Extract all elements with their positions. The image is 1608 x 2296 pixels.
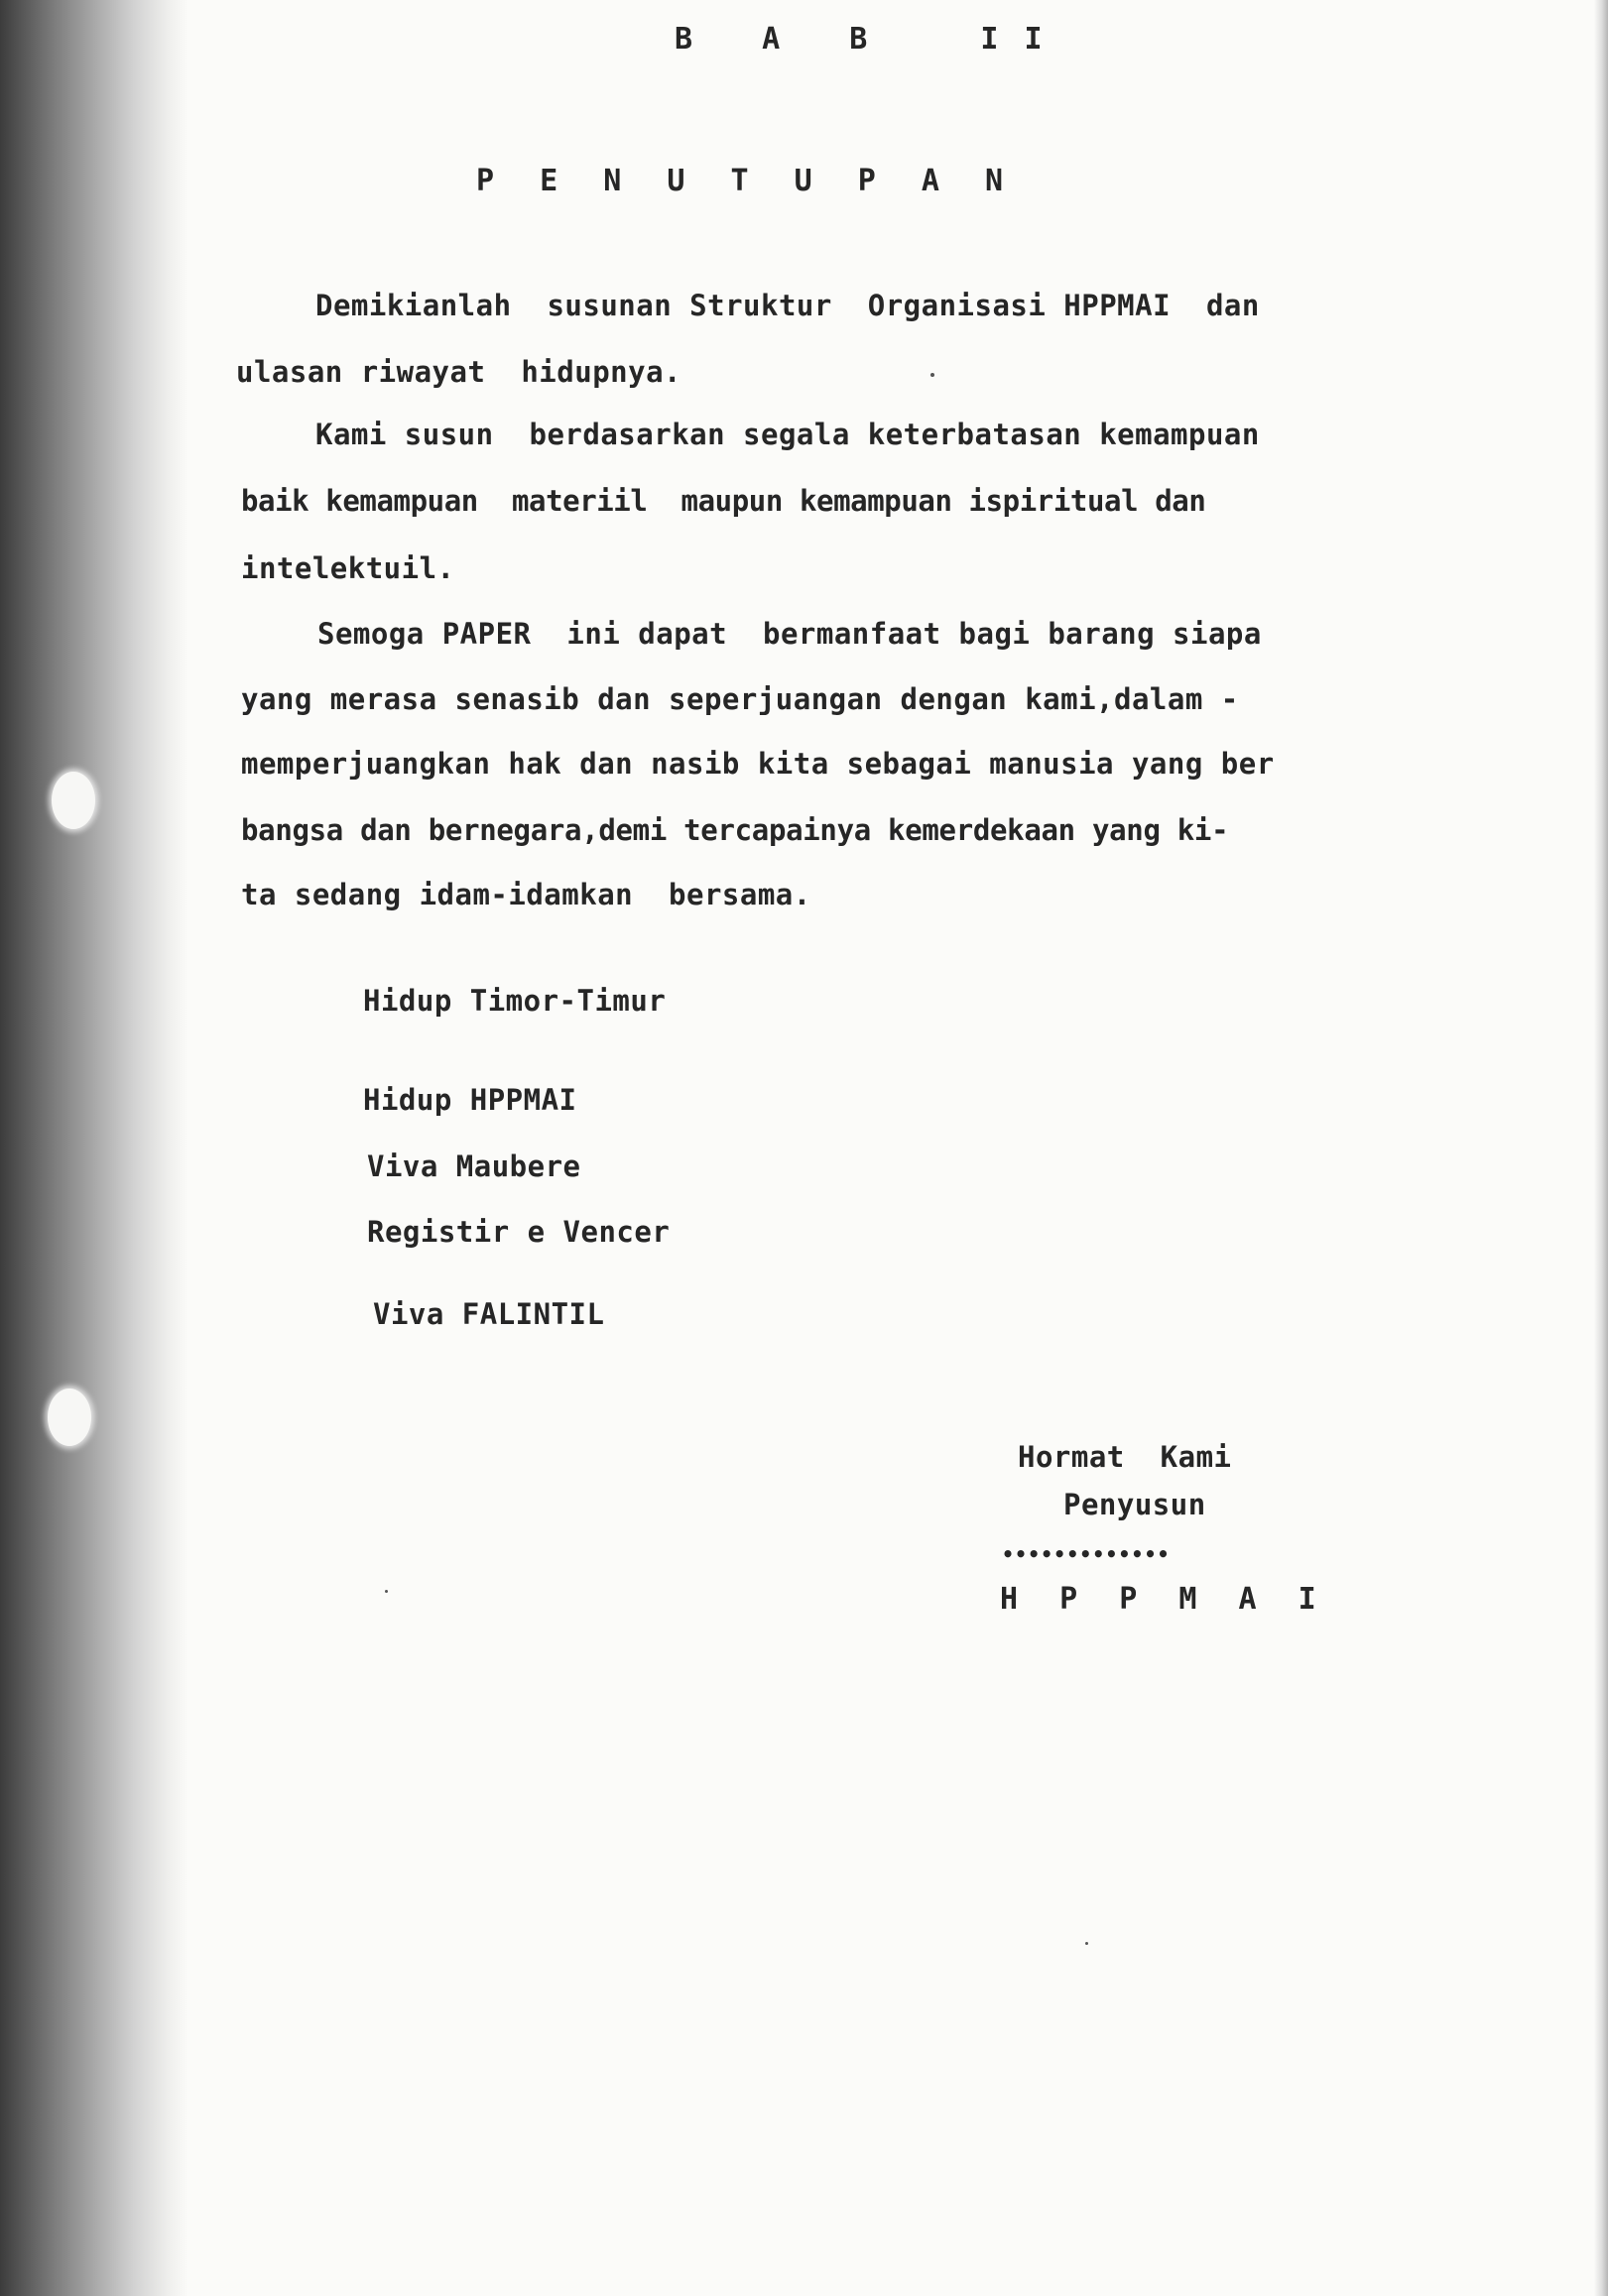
closing-greeting: Hormat Kami: [1018, 1440, 1232, 1474]
closing-dots: •••••••••••••: [1002, 1542, 1171, 1566]
closing-role: Penyusun: [1063, 1488, 1206, 1521]
photocopy-shadow: [0, 0, 188, 2296]
signatory: H P P M A I: [1000, 1582, 1328, 1617]
paragraph-line: ta sedang idam-idamkan bersama.: [241, 878, 811, 911]
punch-hole-top: [52, 772, 95, 829]
paragraph-line: ulasan riwayat hidupnya.: [236, 355, 681, 389]
paragraph-line: yang merasa senasib dan seperjuangan dengan kami,dalam -: [241, 682, 1239, 716]
speck: [930, 373, 934, 377]
paragraph-line: baik kemampuan materiil maupun kemampuan ispiritual dan: [241, 484, 1206, 518]
section-title: P E N U T U P A N: [476, 164, 1018, 198]
slogan: Viva Maubere: [367, 1149, 581, 1183]
paragraph-line: Kami susun berdasarkan segala keterbatasan kemampuan: [315, 418, 1260, 451]
slogan: Hidup HPPMAI: [363, 1083, 577, 1117]
paragraph-line: Demikianlah susunan Struktur Organisasi HPPMAI dan: [315, 289, 1260, 322]
slogan: Hidup Timor-Timur: [363, 984, 667, 1018]
slogan: Viva FALINTIL: [373, 1297, 605, 1331]
photocopy-edge: [1594, 0, 1608, 2296]
speck: [1085, 1942, 1088, 1945]
punch-hole-bottom: [48, 1389, 91, 1446]
slogan: Registir e Vencer: [367, 1215, 671, 1249]
paragraph-line: memperjuangkan hak dan nasib kita sebagai manusia yang ber: [241, 747, 1275, 781]
speck: [385, 1590, 388, 1593]
paragraph-line: intelektuil.: [241, 551, 455, 585]
paragraph-line: Semoga PAPER ini dapat bermanfaat bagi barang siapa: [317, 617, 1262, 651]
chapter-heading: B A B II: [675, 22, 1068, 57]
paragraph-line: bangsa dan bernegara,demi tercapainya kemerdekaan yang ki-: [241, 813, 1229, 847]
